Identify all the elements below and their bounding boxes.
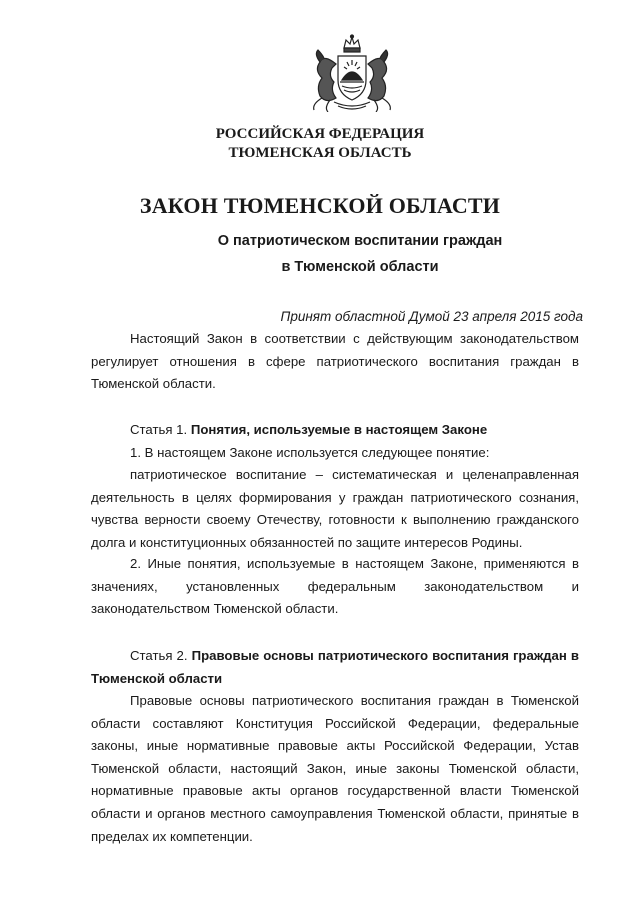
preamble-paragraph: Настоящий Закон в соответствии с действующим законодательством регулирует отношения в сфере патриотического воспитания граждан в Тюменской области. (91, 331, 579, 392)
country-heading: РОССИЙСКАЯ ФЕДЕРАЦИЯ (215, 126, 425, 142)
article-1-number: Статья 1. (130, 422, 188, 437)
article-2-title: Правовые основы патриотического воспитания граждан в Тюменской области (91, 648, 579, 686)
article-1-title: Понятия, используемые в настоящем Законе (190, 422, 488, 437)
article-2-paragraph-1: Правовые основы патриотического воспитания граждан в Тюменской области составляют Конституция Российской Федерации, федеральные законы, иные нормативные правовые акты Российской Федерации, Устав Тюменской области, настоящий Закон, иные законы Тюменской области, нормативные правовые акты органов государственной власти Тюменской области и органов местного самоуправления Тюменской области, принятые в пределах их компетенции. (91, 693, 579, 844)
article-1-paragraph-1: 1. В настоящем Законе используется следующее понятие: (130, 445, 490, 460)
article-2-number: Статья 2. (130, 648, 188, 663)
region-heading: ТЮМЕНСКАЯ ОБЛАСТЬ (228, 145, 412, 161)
article-2-heading (91, 645, 579, 690)
law-title: ЗАКОН ТЮМЕНСКОЙ ОБЛАСТИ (139, 193, 501, 218)
article-1-paragraph-3: 2. Иные понятия, используемые в настоящем Законе, применяются в значениях, установленных федеральным законодательством и законодательством Тюменской области. (91, 556, 579, 617)
coat-of-arms-emblem (300, 34, 404, 112)
article-1-heading (130, 419, 580, 442)
adoption-note: Принят областной Думой 23 апреля 2015 года (280, 309, 583, 324)
law-subtitle-line-1: О патриотическом воспитании граждан (217, 233, 503, 249)
article-1-paragraph-2: патриотическое воспитание – систематическая и целенаправленная деятельность в целях формирования у граждан патриотического сознания, чувства верности своему Отечеству, готовности к выполнению гражданского долга и конституционных обязанностей по защите интересов Родины. (91, 467, 579, 550)
law-subtitle-line-2: в Тюменской области (281, 259, 439, 275)
